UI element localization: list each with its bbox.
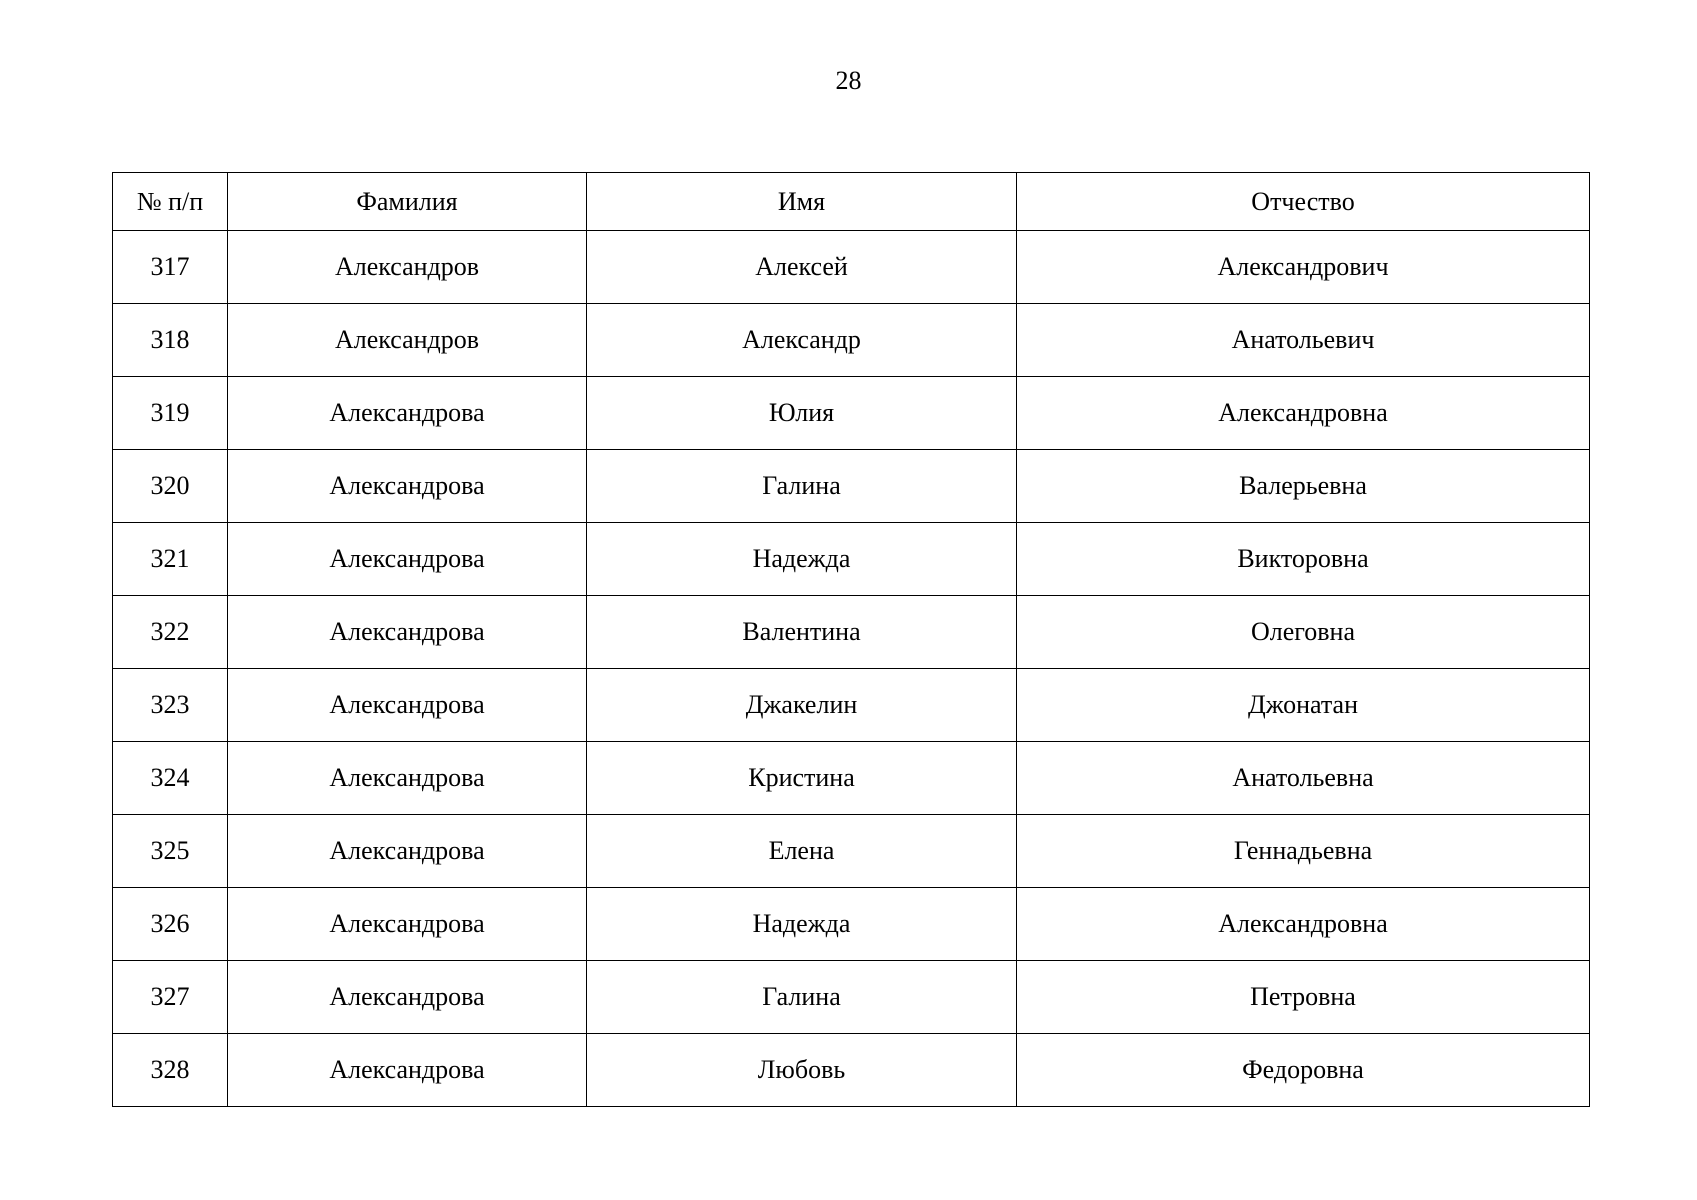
cell-patronymic: Александровна [1017,888,1590,961]
cell-first-name: Александр [587,304,1017,377]
cell-patronymic: Федоровна [1017,1034,1590,1107]
cell-first-name: Елена [587,815,1017,888]
table-row [113,304,1590,377]
cell-first-name: Надежда [587,888,1017,961]
cell-first-name: Галина [587,450,1017,523]
table-row [113,523,1590,596]
table-row [113,450,1590,523]
header-number: № п/п [113,173,228,231]
cell-first-name: Валентина [587,596,1017,669]
cell-last-name: Александрова [228,669,587,742]
cell-patronymic: Петровна [1017,961,1590,1034]
table-row [113,669,1590,742]
cell-patronymic: Анатольевна [1017,742,1590,815]
cell-last-name: Александрова [228,961,587,1034]
cell-last-name: Александрова [228,450,587,523]
cell-last-name: Александров [228,231,587,304]
cell-patronymic: Валерьевна [1017,450,1590,523]
cell-number: 324 [113,742,228,815]
cell-last-name: Александрова [228,888,587,961]
table-row [113,961,1590,1034]
cell-last-name: Александрова [228,815,587,888]
cell-patronymic: Викторовна [1017,523,1590,596]
cell-last-name: Александрова [228,523,587,596]
cell-last-name: Александрова [228,377,587,450]
cell-first-name: Алексей [587,231,1017,304]
cell-number: 323 [113,669,228,742]
cell-first-name: Кристина [587,742,1017,815]
table-row [113,231,1590,304]
cell-number: 326 [113,888,228,961]
roster-table [112,172,1590,1107]
table-row [113,377,1590,450]
cell-patronymic: Олеговна [1017,596,1590,669]
table-body [113,231,1590,1107]
cell-number: 322 [113,596,228,669]
cell-number: 328 [113,1034,228,1107]
cell-patronymic: Джонатан [1017,669,1590,742]
header-last-name: Фамилия [228,173,587,231]
cell-patronymic: Анатольевич [1017,304,1590,377]
cell-number: 327 [113,961,228,1034]
cell-number: 319 [113,377,228,450]
cell-number: 325 [113,815,228,888]
table-row [113,888,1590,961]
header-first-name: Имя [587,173,1017,231]
cell-number: 320 [113,450,228,523]
cell-first-name: Юлия [587,377,1017,450]
cell-patronymic: Геннадьевна [1017,815,1590,888]
table-header-row [113,173,1590,231]
table-row [113,742,1590,815]
cell-number: 318 [113,304,228,377]
cell-first-name: Джакелин [587,669,1017,742]
cell-last-name: Александрова [228,1034,587,1107]
header-patronymic: Отчество [1017,173,1590,231]
table-row [113,815,1590,888]
cell-first-name: Любовь [587,1034,1017,1107]
page-number: 28 [835,66,862,95]
table-row [113,1034,1590,1107]
cell-number: 317 [113,231,228,304]
cell-last-name: Александров [228,304,587,377]
cell-number: 321 [113,523,228,596]
cell-last-name: Александрова [228,596,587,669]
cell-first-name: Галина [587,961,1017,1034]
table-row [113,596,1590,669]
cell-last-name: Александрова [228,742,587,815]
cell-first-name: Надежда [587,523,1017,596]
cell-patronymic: Александровна [1017,377,1590,450]
cell-patronymic: Александрович [1017,231,1590,304]
